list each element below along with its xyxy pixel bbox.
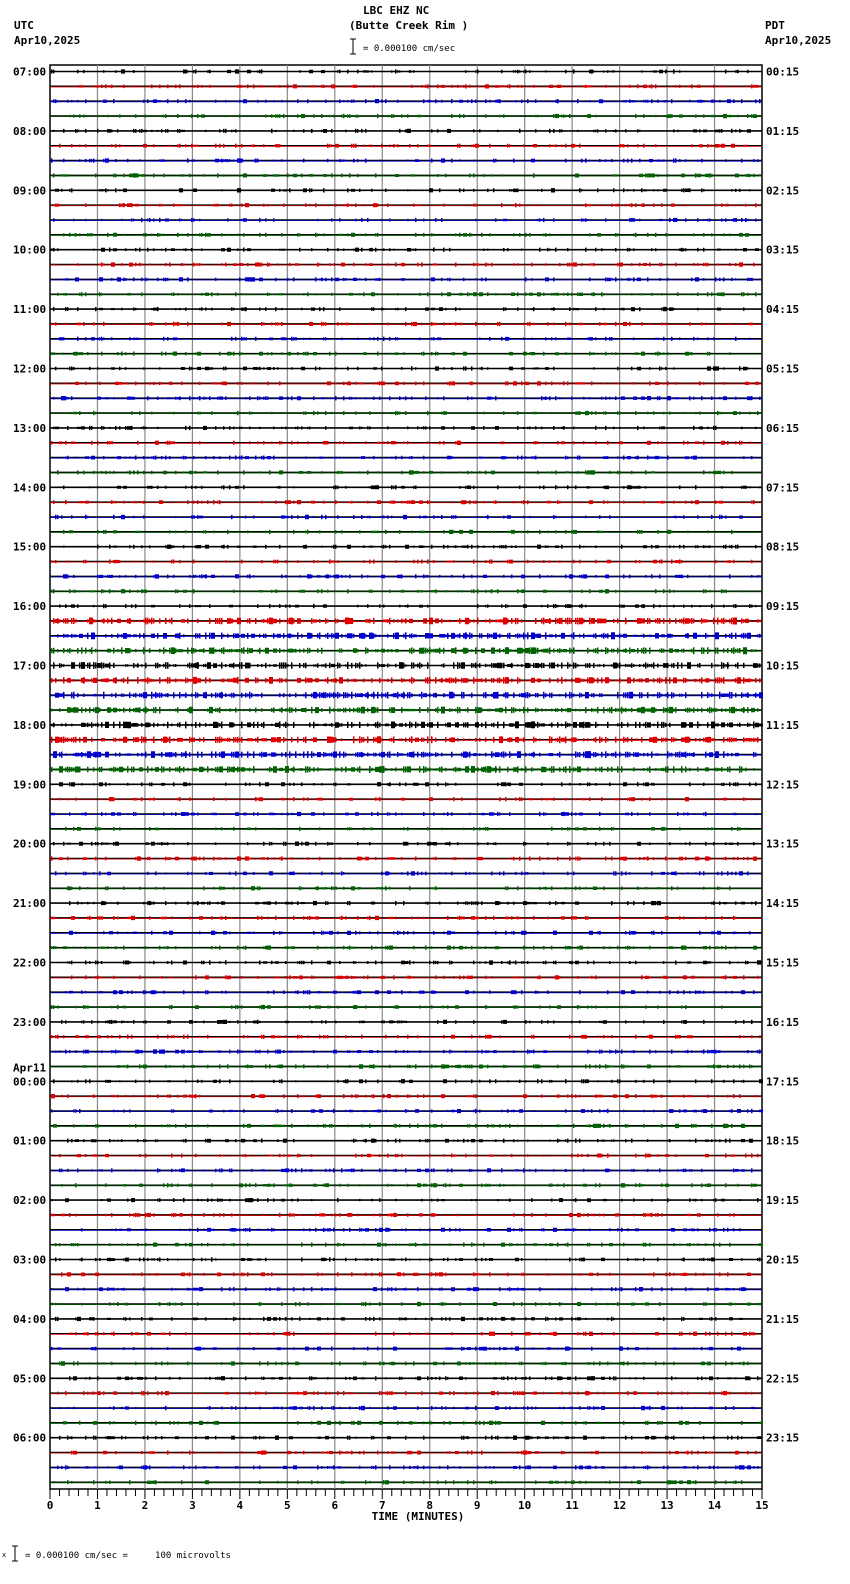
local-hour-label: 16:15 xyxy=(766,1015,800,1029)
local-hour-label: 15:15 xyxy=(766,956,800,970)
utc-hour-label: 21:00 xyxy=(13,897,47,911)
local-hour-label: 20:15 xyxy=(766,1253,800,1267)
x-tick-label: 2 xyxy=(141,1499,149,1512)
local-hour-label: 03:15 xyxy=(766,243,800,257)
x-tick-label: 14 xyxy=(707,1499,722,1512)
x-tick-label: 7 xyxy=(378,1499,386,1512)
local-hour-label: 14:15 xyxy=(766,897,800,911)
local-hour-label: 11:15 xyxy=(766,718,800,732)
local-hour-label: 06:15 xyxy=(766,421,800,435)
local-hour-label: 13:15 xyxy=(766,837,800,851)
x-tick-label: 15 xyxy=(755,1499,769,1512)
scale-label: = 0.000100 cm/sec xyxy=(363,44,456,54)
utc-hour-label: 01:00 xyxy=(13,1134,47,1148)
local-hour-label: 21:15 xyxy=(766,1312,800,1326)
utc-hour-label: 18:00 xyxy=(13,718,47,732)
utc-hour-label: 13:00 xyxy=(13,421,47,435)
utc-hour-label: 09:00 xyxy=(13,184,47,198)
utc-hour-label: 19:00 xyxy=(13,778,47,792)
utc-hour-label: 05:00 xyxy=(13,1372,47,1386)
right-date: Apr10,2025 xyxy=(765,34,832,47)
x-tick-label: 1 xyxy=(94,1499,101,1512)
x-tick-label: 13 xyxy=(660,1499,674,1512)
utc-hour-label: 06:00 xyxy=(13,1431,47,1445)
x-tick-label: 4 xyxy=(236,1499,244,1512)
local-hour-label: 12:15 xyxy=(766,778,800,792)
local-hour-label: 07:15 xyxy=(766,481,800,495)
utc-hour-label: 23:00 xyxy=(13,1015,47,1029)
utc-hour-label: 12:00 xyxy=(13,362,47,376)
local-hour-label: 23:15 xyxy=(766,1431,800,1445)
footer-scale-bar-icon xyxy=(10,1545,20,1563)
local-hour-label: 17:15 xyxy=(766,1075,800,1089)
x-tick-label: 8 xyxy=(426,1499,434,1512)
local-hour-label: 22:15 xyxy=(766,1372,800,1386)
local-hour-label: 08:15 xyxy=(766,540,800,554)
footer-scale-note: = 0.000100 cm/sec = 100 microvolts xyxy=(25,1551,231,1561)
footer-mark: x xyxy=(2,1551,7,1559)
utc-hour-label: 22:00 xyxy=(13,956,47,970)
utc-hour-label: 20:00 xyxy=(13,837,47,851)
local-hour-label: 19:15 xyxy=(766,1194,800,1208)
local-hour-label: 00:15 xyxy=(766,65,800,79)
date-change-label: Apr11 xyxy=(13,1061,47,1075)
x-tick-label: 11 xyxy=(565,1499,579,1512)
utc-hour-label: 11:00 xyxy=(13,303,47,317)
left-timezone: UTC xyxy=(14,19,34,32)
local-hour-label: 10:15 xyxy=(766,659,800,673)
local-hour-label: 04:15 xyxy=(766,303,800,317)
x-tick-label: 12 xyxy=(612,1499,627,1512)
utc-hour-label: 02:00 xyxy=(13,1194,47,1208)
utc-hour-label: 00:00 xyxy=(13,1075,47,1089)
local-hour-label: 18:15 xyxy=(766,1134,800,1148)
right-timezone: PDT xyxy=(765,19,785,32)
utc-hour-label: 15:00 xyxy=(13,540,47,554)
x-tick-label: 10 xyxy=(518,1499,532,1512)
x-tick-label: 0 xyxy=(46,1499,54,1512)
x-axis-title: TIME (MINUTES) xyxy=(371,1510,465,1523)
utc-hour-label: 04:00 xyxy=(13,1312,47,1326)
station-location: (Butte Creek Rim ) xyxy=(349,19,469,32)
seismic-trace xyxy=(53,842,755,846)
local-hour-label: 02:15 xyxy=(766,184,800,198)
utc-hour-label: 17:00 xyxy=(13,659,47,673)
utc-hour-label: 08:00 xyxy=(13,124,47,138)
utc-hour-label: 10:00 xyxy=(13,243,47,257)
utc-hour-label: 16:00 xyxy=(13,600,47,614)
local-hour-label: 01:15 xyxy=(766,124,800,138)
x-tick-label: 5 xyxy=(284,1499,291,1512)
seismic-trace xyxy=(50,766,762,773)
utc-hour-label: 03:00 xyxy=(13,1253,47,1267)
station-title: LBC EHZ NC xyxy=(363,4,430,17)
x-tick-label: 3 xyxy=(189,1499,196,1512)
left-date: Apr10,2025 xyxy=(14,34,81,47)
utc-hour-label: 07:00 xyxy=(13,65,47,79)
utc-hour-label: 14:00 xyxy=(13,481,47,495)
local-hour-label: 09:15 xyxy=(766,600,800,614)
local-hour-label: 05:15 xyxy=(766,362,800,376)
x-tick-label: 9 xyxy=(473,1499,481,1512)
x-tick-label: 6 xyxy=(331,1499,339,1512)
